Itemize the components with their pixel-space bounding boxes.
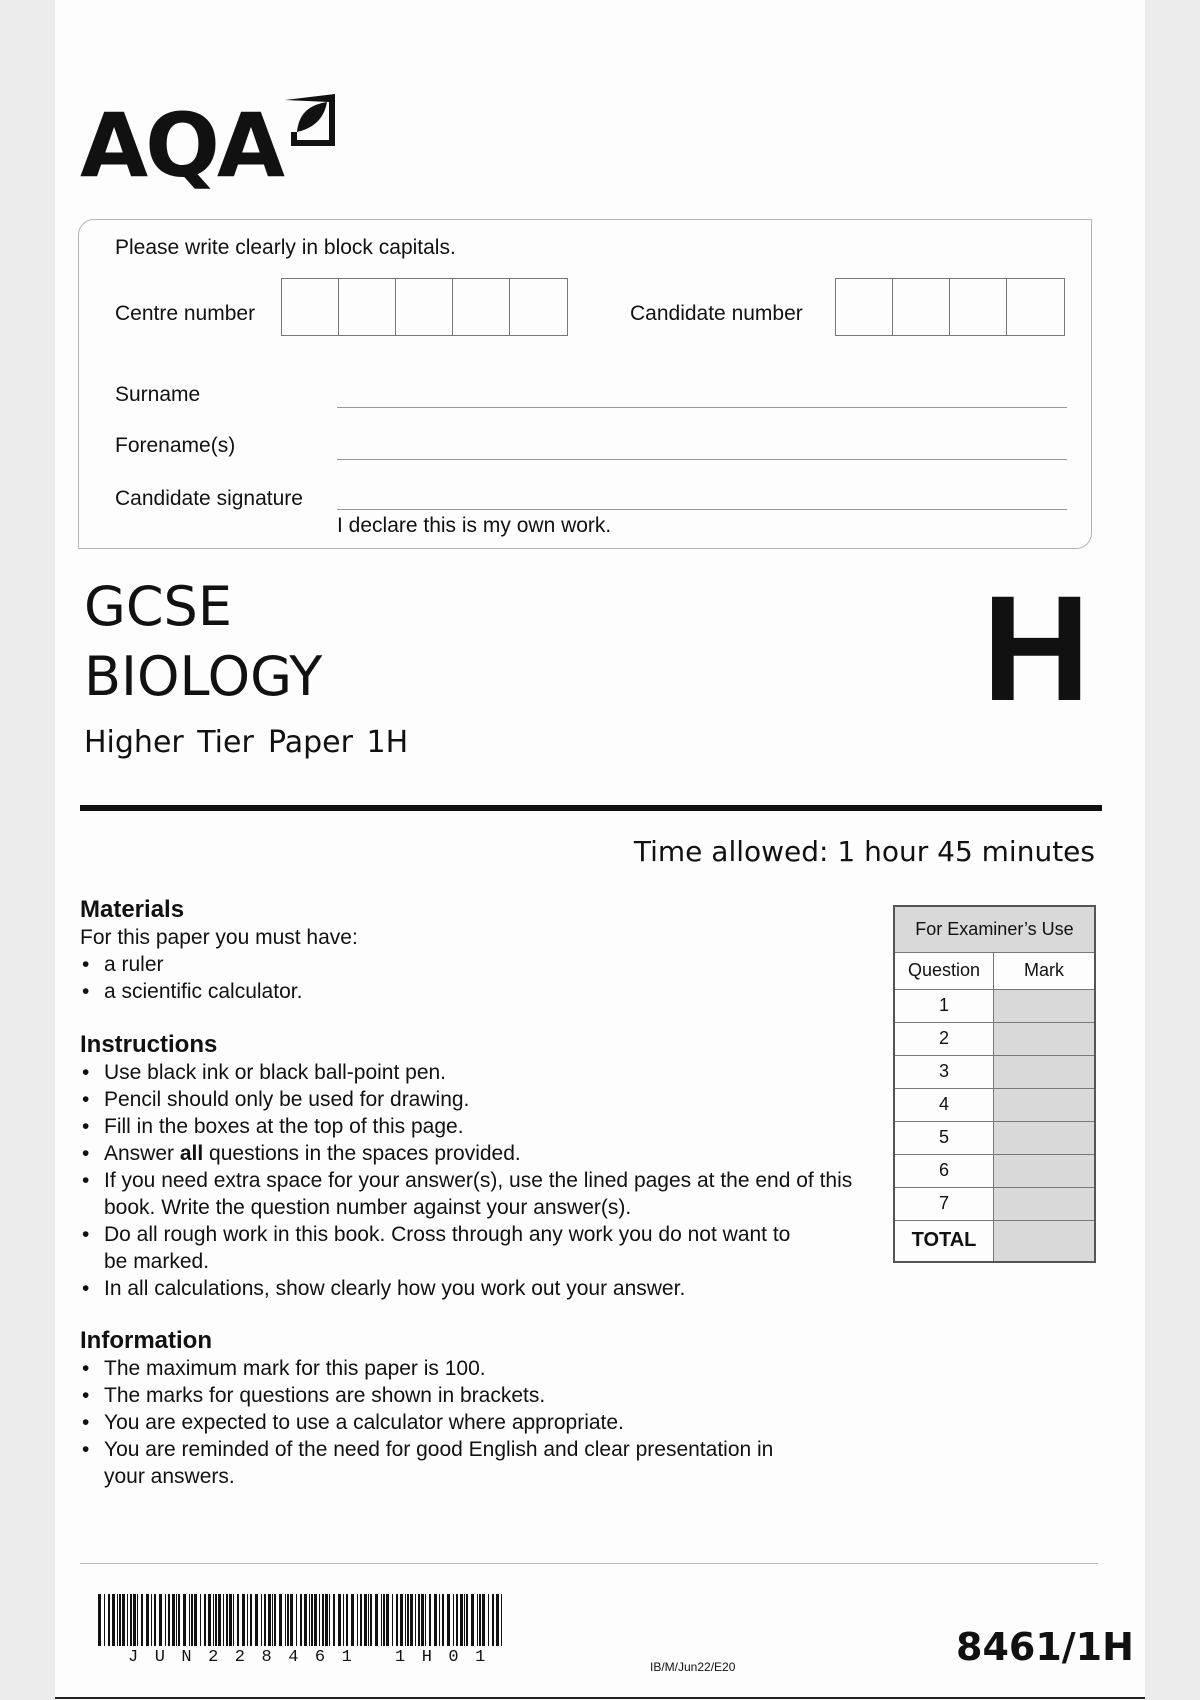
signature-label: Candidate signature [115, 487, 303, 510]
barcode-bar [375, 1594, 378, 1646]
barcode-bar [322, 1594, 324, 1646]
barcode-bar [290, 1594, 293, 1646]
barcode-bar [272, 1594, 273, 1646]
barcode-bar [496, 1594, 499, 1646]
subject-title: BIOLOGY [84, 645, 323, 708]
barcode-bar [410, 1594, 413, 1646]
barcode-bar [425, 1594, 426, 1646]
declaration-text: I declare this is my own work. [337, 514, 612, 537]
materials-section [80, 896, 880, 1005]
barcode-bar [464, 1594, 465, 1646]
barcode-bar [453, 1594, 454, 1646]
barcode-bar [172, 1594, 175, 1646]
time-allowed: Time allowed: 1 hour 45 minutes [633, 835, 1095, 868]
paper-code: 8461/1H [956, 1625, 1134, 1669]
examiner-table-row [894, 1022, 1095, 1055]
centre-number-digit-box[interactable] [282, 279, 339, 335]
barcode-bar [429, 1594, 431, 1646]
barcode-bar [255, 1594, 258, 1646]
question-number-cell: 7 [894, 1187, 994, 1220]
barcode-bar [421, 1594, 424, 1646]
instruction-item: • Fill in the boxes at the top of this page. [80, 1113, 880, 1140]
centre-number-digit-box[interactable] [453, 279, 510, 335]
candidate-number-field[interactable] [835, 278, 1065, 336]
barcode-bar [233, 1594, 234, 1646]
mark-cell [994, 989, 1096, 1022]
signature-field[interactable] [337, 509, 1067, 510]
barcode-bar [127, 1594, 128, 1646]
centre-number-digit-box[interactable] [339, 279, 396, 335]
centre-number-digit-box[interactable] [510, 279, 567, 335]
forenames-field[interactable] [337, 459, 1067, 460]
barcode-bar [364, 1594, 367, 1646]
qualification-title: GCSE [84, 575, 232, 638]
barcode-bar [264, 1594, 266, 1646]
barcode-bar [194, 1594, 197, 1646]
information-item: • The maximum mark for this paper is 100. [80, 1355, 880, 1382]
barcode [98, 1594, 508, 1646]
barcode-bar [229, 1594, 232, 1646]
barcode-bar [191, 1594, 193, 1646]
candidate-number-digit-box[interactable] [950, 279, 1007, 335]
barcode-bar [368, 1594, 369, 1646]
examiner-table-title: For Examiner’s Use [894, 906, 1095, 952]
examiner-table-row [894, 1187, 1095, 1220]
paper-reference: IB/M/Jun22/E20 [650, 1660, 736, 1674]
barcode-bar [98, 1594, 101, 1646]
barcode-bar [396, 1594, 398, 1646]
aqa-leaf-icon [283, 92, 341, 152]
barcode-bar [279, 1594, 282, 1646]
barcode-bar [333, 1594, 335, 1646]
barcode-bar [407, 1594, 409, 1646]
information-item: • You are reminded of the need for good English and clear presentation in your answers. [80, 1436, 804, 1490]
centre-number-digit-box[interactable] [396, 279, 453, 335]
barcode-bar [104, 1594, 105, 1646]
candidate-number-digit-box[interactable] [836, 279, 893, 335]
barcode-bar [386, 1594, 389, 1646]
barcode-bar [447, 1594, 450, 1646]
barcode-bar [112, 1594, 115, 1646]
barcode-bar [392, 1594, 393, 1646]
barcode-bar [204, 1594, 206, 1646]
mark-cell [994, 1055, 1096, 1088]
block-capitals-instruction: Please write clearly in block capitals. [115, 236, 456, 259]
aqa-logo: AQA [80, 94, 283, 197]
barcode-bar [501, 1594, 502, 1646]
instructions-heading: Instructions [80, 1031, 218, 1058]
mark-cell [994, 1121, 1096, 1154]
examiner-table-row [894, 1088, 1095, 1121]
question-number-cell: 6 [894, 1154, 994, 1187]
examiner-table-row [894, 1055, 1095, 1088]
barcode-bar [137, 1594, 138, 1646]
barcode-bar [325, 1594, 328, 1646]
examiner-use-table [893, 905, 1096, 1263]
barcode-bar [130, 1594, 132, 1646]
barcode-bar [119, 1594, 121, 1646]
information-section [80, 1327, 880, 1490]
total-mark-cell [994, 1220, 1096, 1262]
candidate-number-digit-box[interactable] [1007, 279, 1064, 335]
barcode-bar [309, 1594, 310, 1646]
barcode-bar [108, 1594, 110, 1646]
barcode-bar [477, 1594, 478, 1646]
instruction-item: • Do all rough work in this book. Cross through any work you do not want to be marked. [80, 1221, 814, 1275]
barcode-bar [338, 1594, 341, 1646]
barcode-text: JUN228461 1H01 [128, 1648, 502, 1667]
barcode-bar [471, 1594, 474, 1646]
barcode-bar [285, 1594, 286, 1646]
barcode-bar [304, 1594, 307, 1646]
materials-item: • a scientific calculator. [80, 978, 880, 1005]
barcode-bar [189, 1594, 190, 1646]
materials-heading: Materials [80, 896, 185, 923]
barcode-bar [360, 1594, 362, 1646]
candidate-number-digit-box[interactable] [893, 279, 950, 335]
barcode-bar [460, 1594, 463, 1646]
total-label: TOTAL [894, 1220, 994, 1262]
barcode-bar [226, 1594, 228, 1646]
information-item: • You are expected to use a calculator where appropriate. [80, 1409, 880, 1436]
barcode-bar [200, 1594, 201, 1646]
barcode-bar [311, 1594, 313, 1646]
barcode-bar [479, 1594, 481, 1646]
instruction-item: • Use black ink or black ball-point pen. [80, 1059, 880, 1086]
barcode-bar [383, 1594, 385, 1646]
barcode-bar [122, 1594, 125, 1646]
barcode-bar [370, 1594, 372, 1646]
barcode-bar [434, 1594, 437, 1646]
barcode-bar [250, 1594, 252, 1646]
barcode-bar [351, 1594, 354, 1646]
page-bottom-rule [55, 1697, 1145, 1699]
materials-item: • a ruler [80, 951, 880, 978]
barcode-bar [314, 1594, 317, 1646]
barcode-bar [319, 1594, 320, 1646]
mark-cell [994, 1088, 1096, 1121]
tier-letter: H [982, 564, 1091, 732]
barcode-bar [141, 1594, 143, 1646]
instructions-section [80, 1031, 880, 1302]
candidate-number-label: Candidate number [630, 302, 803, 325]
barcode-bar [492, 1594, 494, 1646]
barcode-bar [357, 1594, 358, 1646]
examiner-table-row [894, 1121, 1095, 1154]
barcode-bar [343, 1594, 344, 1646]
paper-label: Paper 1H [268, 725, 409, 760]
barcode-bar [237, 1594, 239, 1646]
barcode-bar [261, 1594, 262, 1646]
barcode-bar [146, 1594, 149, 1646]
instruction-item: • In all calculations, show clearly how you work out your answer. [80, 1275, 880, 1302]
barcode-bar [274, 1594, 276, 1646]
instruction-item: • Pencil should only be used for drawing. [80, 1086, 880, 1113]
footer-divider [80, 1563, 1098, 1564]
barcode-bar [178, 1594, 180, 1646]
barcode-bar [488, 1594, 489, 1646]
surname-field[interactable] [337, 407, 1067, 408]
barcode-bar [154, 1594, 156, 1646]
barcode-bar [208, 1594, 211, 1646]
instruction-item: • If you need extra space for your answer(s), use the lined pages at the end of this book. Write the question number against your answer(s). [80, 1167, 880, 1221]
question-column-header: Question [894, 952, 994, 989]
instruction-item: • Answer all questions in the spaces provided. [80, 1140, 880, 1167]
barcode-bar [176, 1594, 177, 1646]
barcode-bar [213, 1594, 214, 1646]
question-number-cell: 1 [894, 989, 994, 1022]
barcode-bar [405, 1594, 406, 1646]
barcode-bar [223, 1594, 224, 1646]
question-number-cell: 5 [894, 1121, 994, 1154]
information-heading: Information [80, 1327, 212, 1354]
barcode-bar [329, 1594, 330, 1646]
examiner-table-row [894, 1154, 1095, 1187]
barcode-bar [400, 1594, 403, 1646]
materials-intro: For this paper you must have: [80, 926, 358, 949]
question-number-cell: 2 [894, 1022, 994, 1055]
mark-cell [994, 1022, 1096, 1055]
barcode-bar [415, 1594, 416, 1646]
examiner-table-row [894, 989, 1095, 1022]
barcode-bar [300, 1594, 302, 1646]
header-divider [80, 805, 1102, 811]
centre-number-label: Centre number [115, 302, 256, 325]
barcode-bar [218, 1594, 221, 1646]
mark-cell [994, 1154, 1096, 1187]
barcode-bar [346, 1594, 348, 1646]
barcode-bar [159, 1594, 162, 1646]
barcode-bar [418, 1594, 420, 1646]
barcode-bar [482, 1594, 485, 1646]
barcode-bar [247, 1594, 248, 1646]
question-number-cell: 4 [894, 1088, 994, 1121]
barcode-bar [287, 1594, 289, 1646]
barcode-bar [466, 1594, 468, 1646]
forenames-label: Forename(s) [115, 434, 236, 457]
question-number-cell: 3 [894, 1055, 994, 1088]
mark-column-header: Mark [994, 952, 1096, 989]
barcode-bar [215, 1594, 217, 1646]
barcode-bar [133, 1594, 136, 1646]
barcode-bar [296, 1594, 297, 1646]
barcode-bar [183, 1594, 186, 1646]
centre-number-field[interactable] [281, 278, 568, 336]
barcode-bar [168, 1594, 170, 1646]
barcode-bar [456, 1594, 458, 1646]
barcode-bar [442, 1594, 444, 1646]
barcode-bar [439, 1594, 440, 1646]
barcode-bar [151, 1594, 152, 1646]
barcode-bar [117, 1594, 118, 1646]
barcode-bar [381, 1594, 382, 1646]
barcode-bar [165, 1594, 166, 1646]
information-item: • The marks for questions are shown in brackets. [80, 1382, 880, 1409]
surname-label: Surname [115, 383, 201, 406]
barcode-bar [268, 1594, 271, 1646]
mark-cell [994, 1187, 1096, 1220]
tier-label: Higher Tier [84, 725, 254, 760]
barcode-bar [242, 1594, 245, 1646]
